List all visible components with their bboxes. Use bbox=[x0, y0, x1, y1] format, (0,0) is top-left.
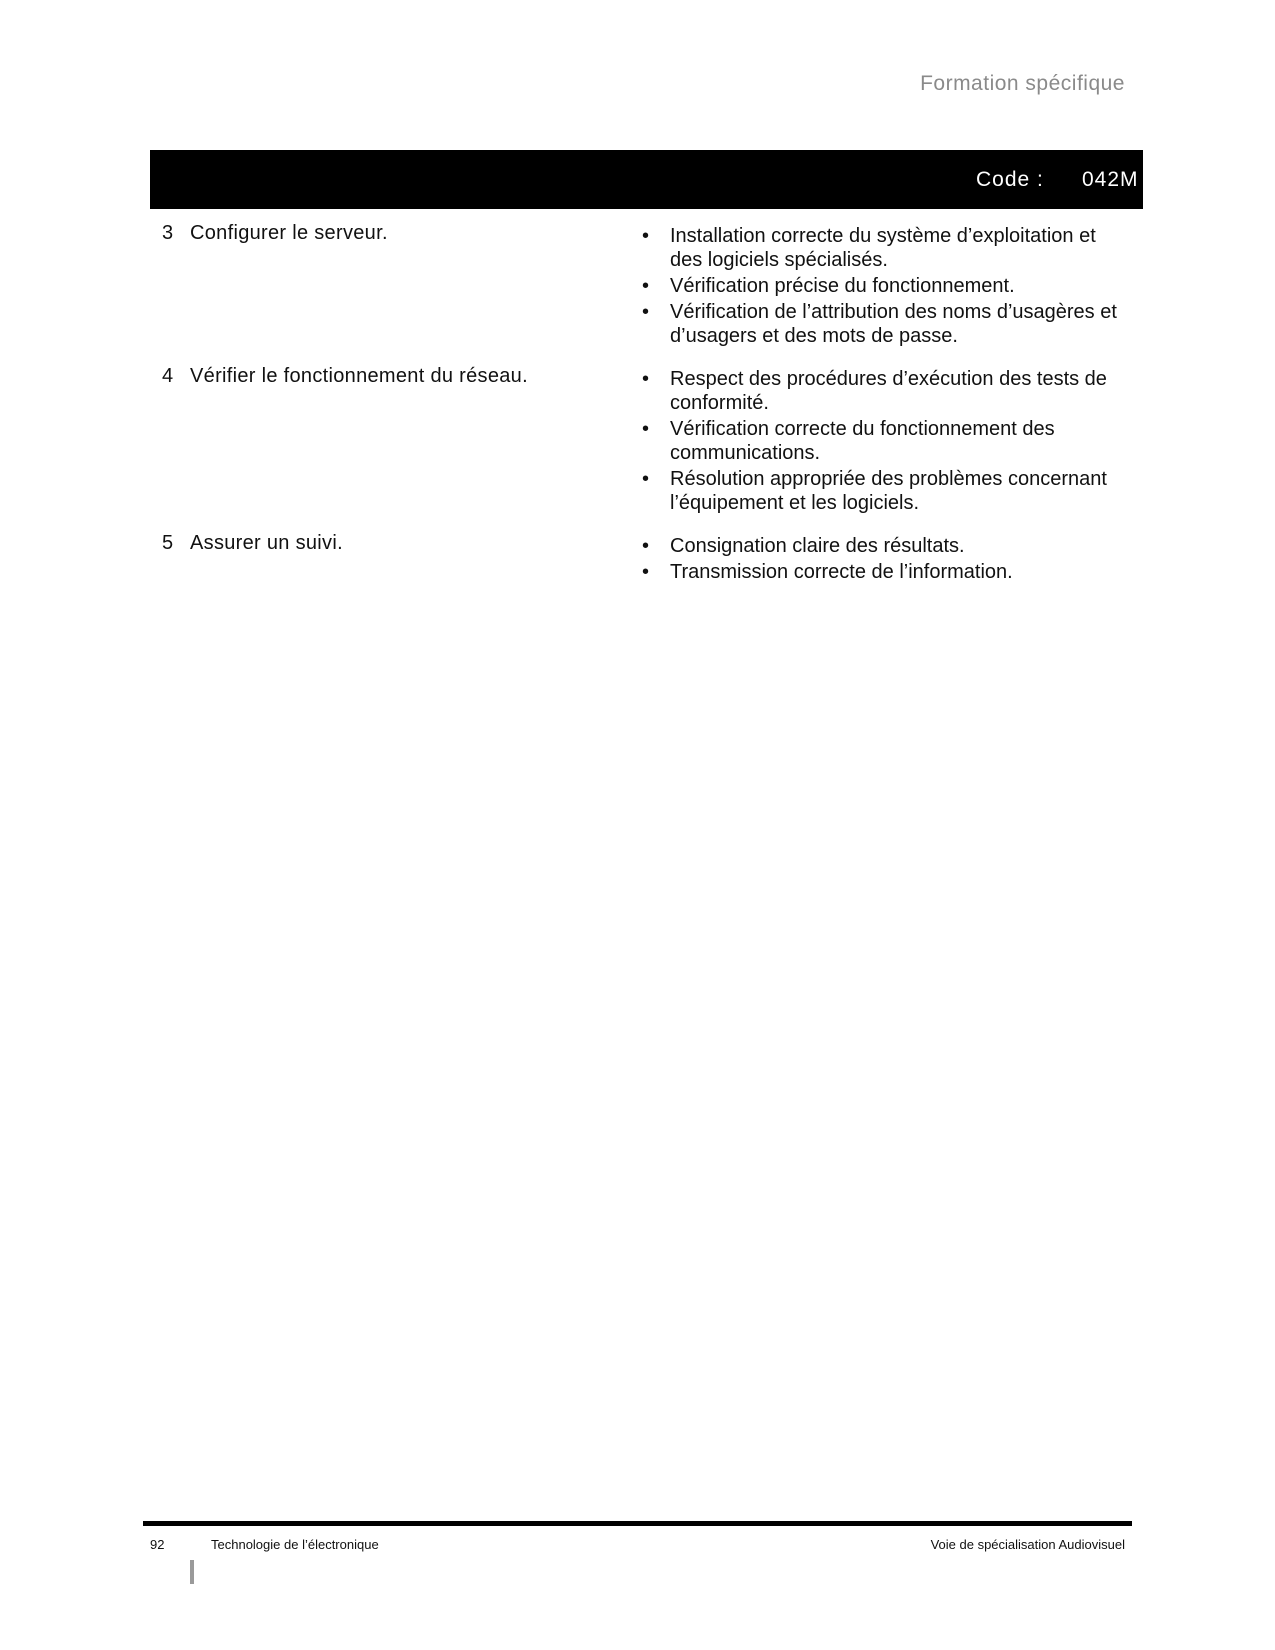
step-text bbox=[162, 532, 632, 555]
criteria-item: • Vérification précise du fonctionnement. bbox=[640, 274, 1130, 298]
step-label: Vérifier le fonctionnement du réseau. bbox=[190, 365, 528, 387]
step-number: 5 bbox=[162, 532, 174, 554]
step-label: Assurer un suivi. bbox=[190, 532, 343, 554]
criteria-item: • Respect des procédures d’exécution des tests de conformité. bbox=[640, 367, 1130, 415]
page-header-title: Formation spécifique bbox=[920, 72, 1125, 95]
criteria-item: • Transmission correcte de l’information. bbox=[640, 560, 1130, 584]
criteria-item: • Vérification correcte du fonctionnement des communications. bbox=[640, 417, 1130, 465]
footer-document-title: Technologie de l’électronique bbox=[211, 1537, 379, 1552]
code-value: 042M bbox=[1082, 168, 1139, 191]
code-bar bbox=[150, 150, 1143, 209]
step-label: Configurer le serveur. bbox=[190, 222, 388, 244]
step-text bbox=[162, 365, 632, 388]
step-number: 4 bbox=[162, 365, 174, 387]
revision-bar bbox=[190, 1560, 194, 1584]
criteria-item: • Résolution appropriée des problèmes concernant l’équipement et les logiciels. bbox=[640, 467, 1130, 515]
criteria-item: • Installation correcte du système d’exploitation et des logiciels spécialisés. bbox=[640, 224, 1130, 272]
criteria-list bbox=[640, 367, 1275, 517]
step-text bbox=[162, 222, 632, 245]
code-label: Code : bbox=[976, 168, 1044, 191]
criteria-item: • Vérification de l’attribution des noms d’usagères et d’usagers et des mots de passe. bbox=[640, 300, 1130, 348]
criteria-item: • Consignation claire des résultats. bbox=[640, 534, 1130, 558]
footer-page-number: 92 bbox=[150, 1537, 165, 1552]
criteria-list bbox=[640, 534, 1275, 586]
footer-divider bbox=[143, 1521, 1132, 1526]
step-number: 3 bbox=[162, 222, 174, 244]
criteria-list bbox=[640, 224, 1275, 350]
footer-specialization: Voie de spécialisation Audiovisuel bbox=[930, 1537, 1125, 1552]
